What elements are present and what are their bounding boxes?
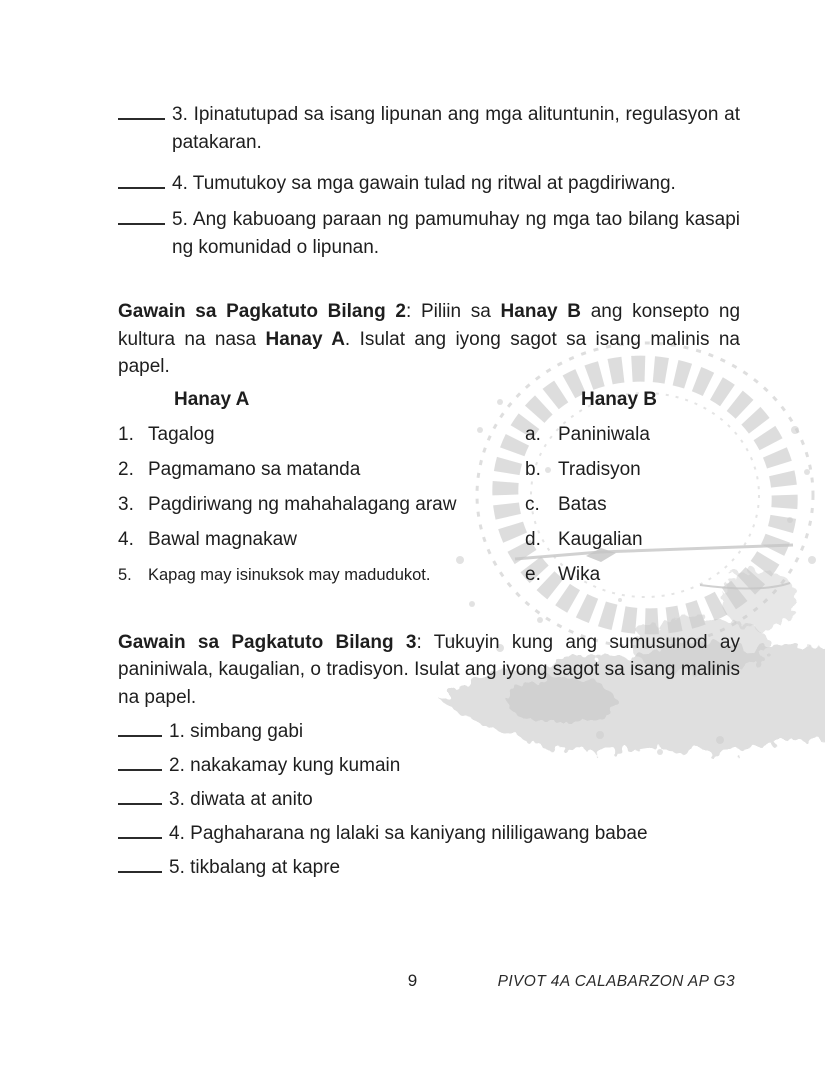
item-letter: d. <box>525 528 541 550</box>
gawain2-text: ang konsepto ng kultura na nasa <box>118 301 741 350</box>
hanay-a-header: Hanay A <box>174 388 250 410</box>
gawain2-instructions <box>118 298 740 381</box>
match-row <box>118 456 740 484</box>
fill-blank-item <box>118 718 740 746</box>
item-number: 4. <box>169 823 185 844</box>
hanay-b-item: Paniniwala <box>558 423 650 445</box>
gawain2-title: Gawain sa Pagkatuto Bilang 2 <box>118 301 406 322</box>
hanay-a-item: Kapag may isinuksok may madudukot. <box>148 565 431 584</box>
match-row <box>118 561 740 589</box>
item-number: 5. <box>172 209 188 230</box>
answer-blank-line <box>118 103 165 120</box>
item-number: 1. <box>169 721 185 742</box>
item-number: 3. <box>172 104 188 125</box>
fill-blank-item <box>118 752 740 780</box>
gawain2-text: . Isulat ang iyong sagot sa isang malinis na papel. <box>118 328 740 377</box>
matching-table <box>118 386 740 589</box>
hanay-a-item: Bawal magnakaw <box>148 528 297 550</box>
answer-blank-line <box>118 172 165 189</box>
item-text: nakakamay kung kumain <box>190 755 401 776</box>
gawain3-items <box>118 718 740 882</box>
page-number: 9 <box>407 971 418 990</box>
item-text: diwata at anito <box>190 789 313 810</box>
hanay-b-item: Batas <box>558 493 607 515</box>
item-number: 3. <box>118 493 134 515</box>
item-number: 2. <box>169 755 185 776</box>
gawain2-bold-hanay-b: Hanay B <box>500 301 581 322</box>
hanay-b-item: Wika <box>558 563 601 585</box>
answer-blank-line <box>118 822 162 839</box>
fill-blank-item <box>118 101 740 157</box>
match-row <box>118 491 740 519</box>
answer-blank-line <box>118 788 162 805</box>
item-number: 2. <box>118 458 134 480</box>
item-text: simbang gabi <box>190 721 304 742</box>
item-letter: c. <box>525 493 540 515</box>
fill-blank-item <box>118 786 740 814</box>
item-number: 3. <box>169 789 185 810</box>
item-text: Ang kabuoang paraan ng pamumuhay ng mga tao bilang kasapi ng komunidad o lipunan. <box>172 209 740 258</box>
item-text: Ipinatutupad sa isang lipunan ang mga alituntunin, regulasyon at patakaran. <box>172 104 740 153</box>
item-letter: b. <box>525 458 541 480</box>
gawain3-text: : Tukuyin kung ang sumusunod ay paniniwala, kaugalian, o tradisyon. Isulat ang iyong sagot sa isang malinis na papel. <box>118 631 740 708</box>
item-number: 4. <box>118 528 134 550</box>
hanay-b-header: Hanay B <box>581 388 658 410</box>
item-text: tikbalang at kapre <box>190 857 341 878</box>
item-text: Paghaharana ng lalaki sa kaniyang nililigawang babae <box>190 823 648 844</box>
fill-blank-item <box>118 820 740 848</box>
match-row <box>118 421 740 449</box>
exercise-1-items <box>118 101 740 262</box>
fill-blank-item <box>118 854 740 882</box>
item-letter: e. <box>525 563 541 585</box>
fill-blank-item <box>118 206 740 262</box>
item-number: 4. <box>172 173 188 194</box>
gawain3-title: Gawain sa Pagkatuto Bilang 3 <box>118 631 417 653</box>
fill-blank-item <box>118 170 740 198</box>
item-number: 1. <box>118 423 134 445</box>
item-number: 5. <box>118 565 132 584</box>
hanay-a-item: Tagalog <box>148 423 215 445</box>
gawain2-bold-hanay-a: Hanay A <box>265 328 345 350</box>
hanay-b-item: Tradisyon <box>558 458 641 480</box>
hanay-a-item: Pagmamano sa matanda <box>148 458 361 480</box>
item-number: 5. <box>169 857 185 878</box>
hanay-a-item: Pagdiriwang ng mahahalagang araw <box>148 493 457 515</box>
gawain2-colon: : <box>405 301 421 322</box>
gawain2-text: Piliin sa <box>420 301 501 322</box>
gawain3-instructions <box>118 629 740 712</box>
answer-blank-line <box>118 754 162 771</box>
answer-blank-line <box>118 208 165 225</box>
matching-table-header <box>118 386 740 414</box>
answer-blank-line <box>118 720 162 737</box>
answer-blank-line <box>118 856 162 873</box>
item-text: Tumutukoy sa mga gawain tulad ng ritwal at pagdiriwang. <box>192 173 676 194</box>
item-letter: a. <box>525 423 541 445</box>
hanay-b-item: Kaugalian <box>558 528 643 550</box>
footer-reference: PIVOT 4A CALABARZON AP G3 <box>497 973 735 990</box>
match-row <box>118 526 740 554</box>
page-footer <box>0 971 825 1001</box>
